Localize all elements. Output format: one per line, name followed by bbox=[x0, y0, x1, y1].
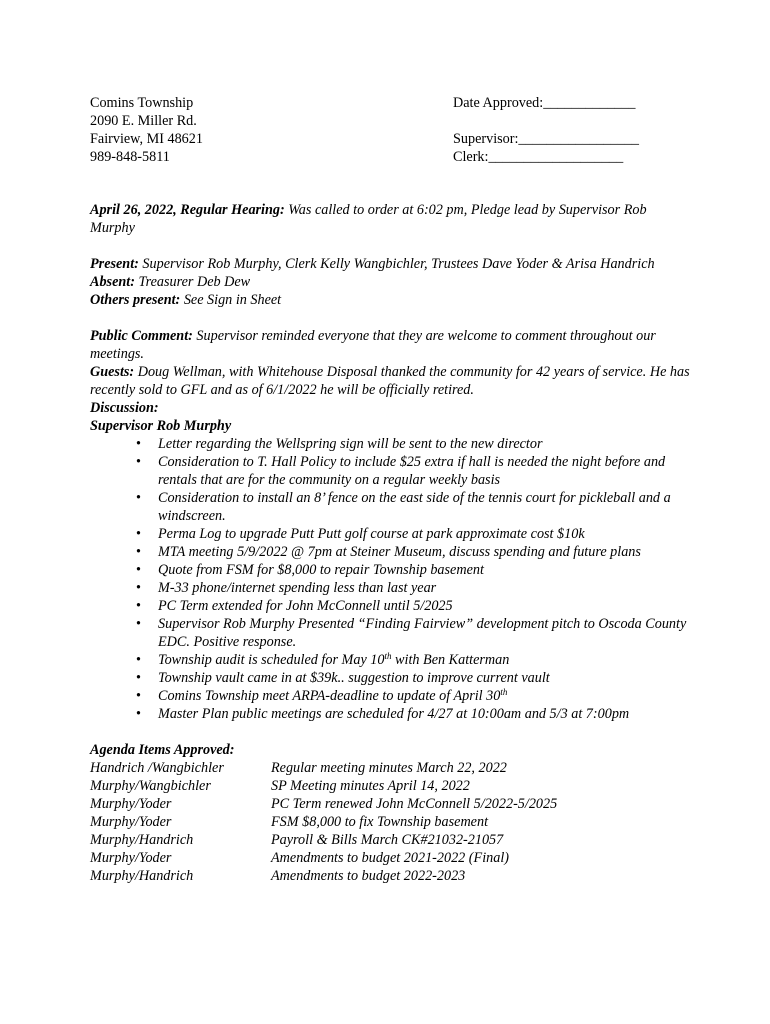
date-approved-line: Date Approved:_____________ bbox=[453, 95, 636, 111]
discussion-heading: Discussion: bbox=[90, 400, 159, 416]
discussion-list bbox=[90, 435, 690, 723]
table-row bbox=[90, 867, 690, 885]
agenda-item: FSM $8,000 to fix Township basement bbox=[271, 814, 489, 830]
agenda-item: PC Term renewed John McConnell 5/2022-5/2025 bbox=[271, 796, 558, 812]
agenda-item: Regular meeting minutes March 22, 2022 bbox=[271, 760, 507, 776]
hearing-label: April 26, 2022, Regular Hearing: bbox=[90, 202, 285, 218]
guests-label: Guests: bbox=[90, 364, 135, 380]
absent-label: Absent: bbox=[90, 274, 135, 290]
absent-paragraph bbox=[90, 273, 690, 291]
discussion-speaker: Supervisor Rob Murphy bbox=[90, 418, 232, 434]
public-comment-label: Public Comment: bbox=[90, 328, 193, 344]
agenda-mover: Murphy/Yoder bbox=[90, 796, 172, 812]
list-item: • Quote from FSM for $8,000 to repair Township basement bbox=[158, 561, 690, 579]
list-item: • Master Plan public meetings are scheduled for 4/27 at 10:00am and 5/3 at 7:00pm bbox=[158, 705, 690, 723]
list-item: • PC Term extended for John McConnell until 5/2025 bbox=[158, 597, 690, 615]
table-row bbox=[90, 831, 690, 849]
others-present-label: Others present: bbox=[90, 292, 181, 308]
supervisor-signature-line: Supervisor:_________________ bbox=[453, 131, 640, 147]
table-row bbox=[90, 759, 690, 777]
list-item: • Consideration to install an 8’ fence on the east side of the tennis court for pickleball and a windscreen. bbox=[158, 489, 690, 525]
list-item: • Township vault came in at $39k.. suggestion to improve current vault bbox=[158, 669, 690, 687]
agenda-item: Payroll & Bills March CK#21032-21057 bbox=[271, 832, 504, 848]
list-item: • Consideration to T. Hall Policy to include $25 extra if hall is needed the night before and rentals that are for the community on a regular weekly basis bbox=[158, 453, 690, 489]
clerk-signature-line: Clerk:___________________ bbox=[453, 149, 624, 165]
hearing-text: Was called to order at 6:02 pm, Pledge lead by Supervisor Rob Murphy bbox=[90, 202, 647, 236]
present-text: Supervisor Rob Murphy, Clerk Kelly Wangbichler, Trustees Dave Yoder & Arisa Handrich bbox=[138, 256, 655, 272]
street-address: 2090 E. Miller Rd. bbox=[90, 113, 197, 129]
agenda-heading: Agenda Items Approved: bbox=[90, 742, 235, 758]
list-item: • Perma Log to upgrade Putt Putt golf course at park approximate cost $10k bbox=[158, 525, 690, 543]
agenda-item: Amendments to budget 2021-2022 (Final) bbox=[271, 850, 509, 866]
list-item bbox=[158, 651, 690, 669]
present-paragraph bbox=[90, 255, 690, 273]
public-comment-paragraph bbox=[90, 327, 690, 363]
ordinal-suffix: th bbox=[384, 651, 392, 661]
phone-number: 989-848-5811 bbox=[90, 149, 170, 165]
present-label: Present: bbox=[90, 256, 139, 272]
guests-paragraph bbox=[90, 363, 690, 399]
audit-text: Township audit is scheduled for May 10 bbox=[158, 652, 385, 668]
others-present-text: See Sign in Sheet bbox=[180, 292, 282, 308]
audit-text-tail: with Ben Katterman bbox=[391, 652, 510, 668]
public-comment-text: Supervisor reminded everyone that they are welcome to comment throughout our meetings. bbox=[90, 328, 656, 362]
table-row bbox=[90, 777, 690, 795]
list-item: • MTA meeting 5/9/2022 @ 7pm at Steiner Museum, discuss spending and future plans bbox=[158, 543, 690, 561]
hearing-paragraph bbox=[90, 201, 690, 237]
city-state-zip: Fairview, MI 48621 bbox=[90, 131, 203, 147]
table-row bbox=[90, 849, 690, 867]
guests-text: Doug Wellman, with Whitehouse Disposal thanked the community for 42 years of service. He has recently sold to GFL and as of 6/1/2022 he will be officially retired. bbox=[90, 364, 690, 398]
approval-block bbox=[453, 94, 639, 166]
absent-text: Treasurer Deb Dew bbox=[134, 274, 251, 290]
minutes-body bbox=[90, 201, 690, 885]
agenda-mover: Murphy/Wangbichler bbox=[90, 778, 211, 794]
list-item: • Letter regarding the Wellspring sign will be sent to the new director bbox=[158, 435, 690, 453]
township-name: Comins Township bbox=[90, 95, 194, 111]
agenda-item: Amendments to budget 2022-2023 bbox=[271, 868, 466, 884]
table-row bbox=[90, 813, 690, 831]
agenda-item: SP Meeting minutes April 14, 2022 bbox=[271, 778, 470, 794]
agenda-mover: Murphy/Yoder bbox=[90, 814, 172, 830]
table-row bbox=[90, 795, 690, 813]
arpa-text: Comins Township meet ARPA-deadline to update of April 30 bbox=[158, 688, 501, 704]
list-item: • Supervisor Rob Murphy Presented “Finding Fairview” development pitch to Oscoda County EDC. Positive response. bbox=[158, 615, 690, 651]
list-item: • M-33 phone/internet spending less than last year bbox=[158, 579, 690, 597]
agenda-mover: Murphy/Handrich bbox=[90, 832, 194, 848]
agenda-mover: Handrich /Wangbichler bbox=[90, 760, 224, 776]
agenda-mover: Murphy/Yoder bbox=[90, 850, 172, 866]
agenda-section bbox=[90, 741, 690, 885]
others-present-paragraph bbox=[90, 291, 690, 309]
list-item bbox=[158, 687, 690, 705]
agenda-mover: Murphy/Handrich bbox=[90, 868, 194, 884]
township-address-block bbox=[90, 94, 203, 166]
ordinal-suffix: th bbox=[500, 687, 508, 697]
